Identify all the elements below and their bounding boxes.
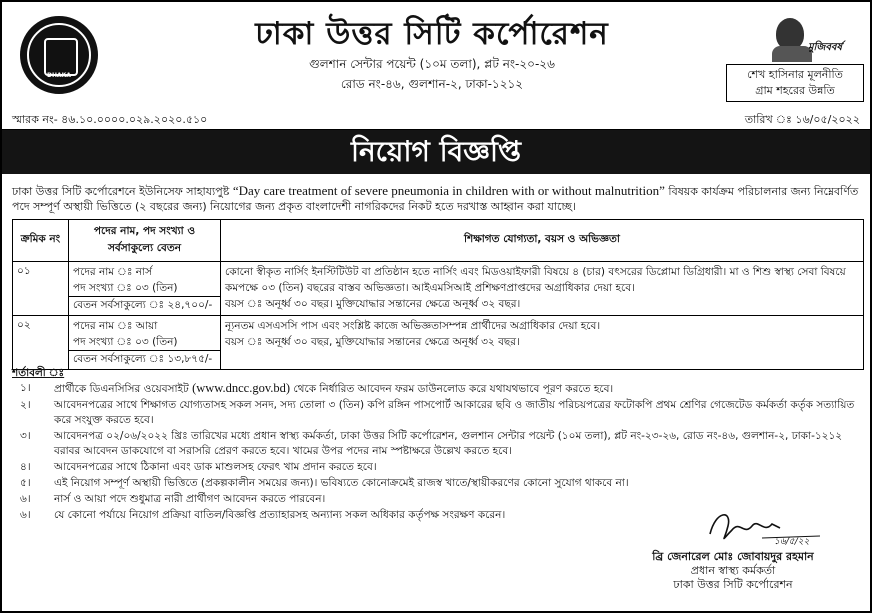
motto-line-1: শেখ হাসিনার মূলনীতি (747, 68, 843, 81)
signatory-block (602, 550, 864, 592)
table-row: ০২ পদের নাম ঃ আয়া পদ সংখ্যা ঃ ০৩ (তিন) বেতন সর্বসাকুল্যে ঃ ১৩,৮৭৫/- ন্যূনতম এসএসসি পাস এবং সংশ্লিষ্ট কাজে অভিজ্ঞতাসম্পন্ন প্রার্থীদের অগ্রাধিকার দেয়া হবে। বয়স ঃ অনূর্ধ্ব ৩০ বছর, মুক্তিযোদ্ধার সন্তানের ক্ষেত্রে অনূর্ধ্ব ৩২ বছর। (13, 316, 864, 370)
address-line-2: রোড নং-৪৬, গুলশান-২, ঢাকা-১২১২ (340, 77, 524, 91)
term-item: ৪। আবেদনপত্রের সাথে ঠিকানা এবং ডাক মাশুলসহ ফেরৎ খাম প্রদান করতে হবে। (20, 461, 377, 473)
qualification-header: শিক্ষাগত যোগ্যতা, বয়স ও অভিজ্ঞতা (221, 220, 864, 262)
dncc-seal-icon: DHAKA (20, 16, 98, 94)
motto-line-2: গ্রাম শহরের উন্নতি (755, 84, 835, 97)
term-item: ৬। নার্স ও আয়া পদে শুধুমাত্র নারী প্রার্থীগণ আবেদন করতে পারবেন। (20, 493, 326, 505)
term-item: ৩। আবেদনপত্র ০২/০৬/২০২২ খ্রিঃ তারিখের মধ্যে প্রধান স্বাস্থ্য কর্মকর্তা, ঢাকা উত্তর সিটি কর্পোরেশন, গুলশান সেন্টার পয়েন্ট (১০ম তলা), প্লট নং-২৩-২৬, রোড নং-৪৬, গুলশান-২, ঢাকা-১২১২ বরাবর আবেদন ডাকযোগে বা সরাসরি প্রেরণ করতে হবে। খামের উপর পদের নাম স্পষ্টাক্ষরে উল্লেখ করতে হবে। (20, 430, 843, 457)
signatory-name: ব্রি জেনারেল মোঃ জোবায়দুর রহমান (652, 550, 814, 563)
notice-title: নিয়োগ বিজ্ঞপ্তি (2, 130, 870, 174)
table-header-row (13, 220, 864, 262)
motto-box (726, 64, 864, 102)
website-link[interactable]: (www.dncc.gov.bd) (192, 381, 291, 395)
signatory-office: ঢাকা উত্তর সিটি কর্পোরেশন (673, 578, 793, 591)
notice-date: তারিখ ঃ ১৬/০৫/২০২২ (744, 113, 860, 126)
table-row: ০১ পদের নাম ঃ নার্স পদ সংখ্যা ঃ ০৩ (তিন) বেতন সর্বসাকুল্যে ঃ ২৪,৭০০/- কোনো স্বীকৃত নার্সিং ইনস্টিটিউট বা প্রতিষ্ঠান হতে নার্সিং এবং মিডওয়াইফারী বিষয়ে ৪ (চার) বৎসরের ডিপ্লোমা ডিগ্রিধারী। মা ও শিশু স্বাস্থ্য সেবা বিষয়ে কমপক্ষে ০৩ (তিন) বছরের বাস্তব অভিজ্ঞতা। আইএমসিআই প্রশিক্ষণপ্রাপ্তদের অগ্রাধিকার দেয়া হবে। বয়স ঃ অনূর্ধ্ব ৩০ বছর। মুক্তিযোদ্ধার সন্তানের ক্ষেত্রে অনূর্ধ্ব ৩২ বছর। (13, 262, 864, 316)
post-header: পদের নাম, পদ সংখ্যা ও সর্বসাকুল্যে বেতন (69, 220, 221, 262)
signature-icon (702, 506, 822, 546)
signatory-designation: প্রধান স্বাস্থ্য কর্মকর্তা (690, 564, 776, 577)
svg-text:১৬/৫/২২: ১৬/৫/২২ (774, 537, 810, 546)
term-item: ৬। যে কোনো পর্যায়ে নিয়োগ প্রক্রিয়া বাতিল/বিজ্ঞপ্তি প্রত্যাহারসহ অন্যান্য সকল অধিকার কর্তৃপক্ষ সংরক্ষণ করেন। (20, 509, 506, 521)
serial-header: ক্রমিক নং (13, 220, 69, 262)
terms-section (12, 365, 864, 524)
intro-paragraph: ঢাকা উত্তর সিটি কর্পোরেশনে ইউনিসেফ সাহায্যপুষ্ট “Day care treatment of severe pneumonia in children with or without malnutrition” বিষয়ক কার্যক্রম পরিচালনার জন্য নিম্নেবর্ণিত পদে সম্পূর্ণ অস্থায়ী ভিত্তিতে (২ বছরের জন্য) নিয়োগের জন্য প্রকৃত বাংলাদেশী নাগরিকদের নিকট হতে দরখাস্ত আহ্বান করা যাচ্ছে। (12, 183, 859, 213)
memo-number: স্মারক নং- ৪৬.১০.০০০০.০২৯.২০২০.৫১০ (12, 113, 208, 126)
org-name: ঢাকা উত্তর সিটি কর্পোরেশন (255, 16, 609, 52)
terms-title: শর্তাবলী ঃ (12, 367, 65, 379)
term-item: ৫। এই নিয়োগ সম্পূর্ণ অস্থায়ী ভিত্তিতে (প্রকল্পকালীন সময়ের জন্য)। ভবিষ্যতে কোনোক্রমেই রাজস্ব খাতে/স্থায়ীকরণের কোনো সুযোগ থাকবে না। (20, 477, 629, 489)
term-item: ২। আবেদনপত্রের সাথে শিক্ষাগত যোগ্যতাসহ সকল সনদ, সদ্য তোলা ৩ (তিন) কপি রঙ্গিন পাসপোর্ট আকারের ছবি ও জাতীয় পরিচয়পত্রের ফটোকপি প্রথম শ্রেণির গেজেটেড কর্মকর্তা কর্তৃক সত্যায়িত করে সংযুক্ত করতে হবে। (20, 399, 855, 426)
mujib-borsho-logo: মুজিববর্ষ (808, 42, 843, 53)
term-item: ১। প্রার্থীকে ডিএনসিসির ওয়েবসাইট (www.dncc.gov.bd) থেকে নির্ধারিত আবেদন ফরম ডাউনলোড করে যথাযথভাবে পূরণ করতে হবে। (20, 381, 614, 395)
posts-table (12, 219, 864, 370)
address-line-1: গুলশান সেন্টার পয়েন্ট (১০ম তলা), প্লট নং-২০-২৬ (309, 57, 555, 71)
project-name: “Day care treatment of severe pneumonia in children with or without malnutrition” (232, 183, 665, 198)
